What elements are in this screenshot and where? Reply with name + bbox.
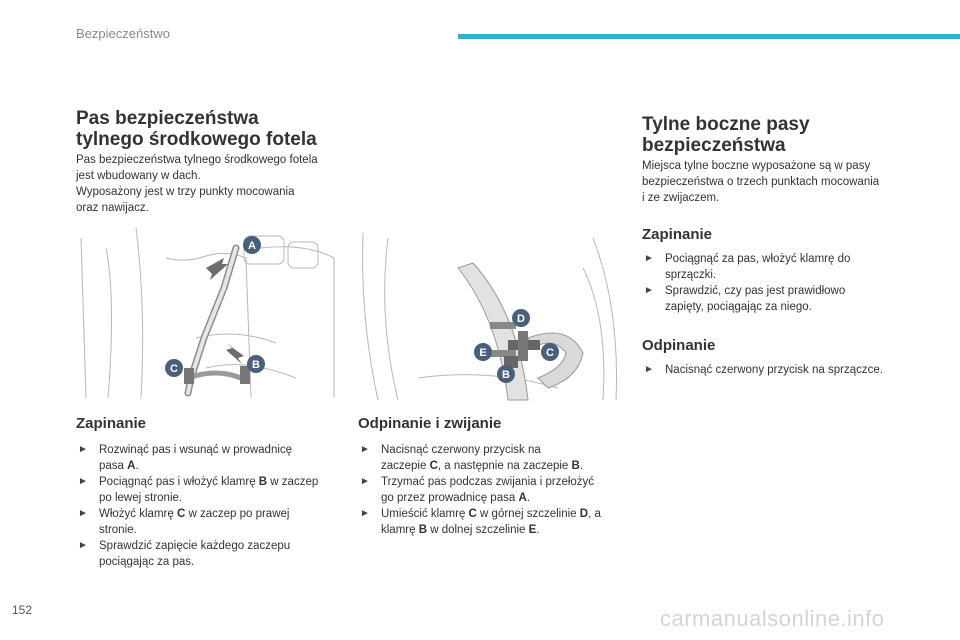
right-fasten-section — [642, 226, 917, 315]
left-title-line2: tylnego środkowego fotela — [76, 129, 317, 150]
list-item: ► Nacisnąć czerwony przycisk na sprzączce. — [644, 364, 883, 376]
arrow-bullet-icon: ► — [78, 540, 88, 551]
arrow-bullet-icon: ► — [78, 476, 88, 487]
list-item: ► Umieścić klamrę C w górnej szczelinie D, a klamrę B w dolnej szczelinie E. — [360, 508, 601, 536]
right-unfasten-section — [642, 337, 922, 378]
right-intro-line: Miejsca tylne boczne wyposażone są w pasy — [642, 160, 871, 172]
arrow-bullet-icon: ► — [78, 508, 88, 519]
list-item: ► Włożyć klamrę C w zaczep po prawej stronie. — [78, 508, 290, 536]
right-fasten-list — [642, 251, 917, 315]
figure-label-c: C — [170, 363, 178, 375]
arrow-bullet-icon: ► — [78, 444, 88, 455]
section-title: Bezpieczeństwo — [76, 26, 170, 41]
left-intro-line: oraz nawijacz. — [76, 202, 149, 214]
list-item: ► Trzymać pas podczas zwijania i przełożyć go przez prowadnicę pasa A. — [360, 476, 595, 504]
middle-unfasten-list — [358, 442, 628, 538]
left-title-line1: Pas bezpieczeństwa — [76, 108, 259, 129]
figure-label-e: E — [479, 347, 487, 359]
watermark: carmanualsonline.info — [660, 606, 885, 631]
middle-unfasten-section — [358, 415, 628, 538]
figure-label-b: B — [252, 359, 260, 371]
arrow-bullet-icon: ► — [360, 476, 370, 487]
list-item: ► Sprawdzić zapięcie każdego zaczepu pociągając za pas. — [78, 540, 291, 568]
right-intro-line: i ze zwijaczem. — [642, 192, 720, 204]
arrow-bullet-icon: ► — [644, 285, 654, 296]
right-title-line2: bezpieczeństwa — [642, 135, 786, 156]
right-fasten-heading: Zapinanie — [642, 226, 713, 243]
left-title-block — [76, 108, 346, 150]
figure-label-b: B — [502, 369, 510, 381]
figure-label-d: D — [517, 313, 525, 325]
left-fasten-section — [76, 415, 346, 570]
buckle-storage-illustration — [358, 228, 620, 402]
right-title-line1: Tylne boczne pasy — [642, 114, 810, 135]
arrow-bullet-icon: ► — [644, 364, 654, 375]
list-item: ► Pociągnąć pas i włożyć klamrę B w zaczep po lewej stronie. — [78, 476, 319, 504]
left-intro-line: Pas bezpieczeństwa tylnego środkowego fotela — [76, 154, 318, 166]
left-fasten-heading: Zapinanie — [76, 415, 147, 432]
list-item: ► Sprawdzić, czy pas jest prawidłowo zapięty, pociągając za niego. — [644, 285, 846, 313]
figure-label-c: C — [546, 347, 554, 359]
left-intro — [76, 152, 346, 216]
list-item: ► Nacisnąć czerwony przycisk na zaczepie C, a następnie na zaczepie B. — [360, 444, 584, 472]
middle-unfasten-heading: Odpinanie i zwijanie — [358, 415, 502, 432]
figure-label-a: A — [248, 240, 256, 252]
right-title-block — [642, 114, 912, 156]
page-number: 152 — [12, 603, 33, 617]
center-seat-belt-illustration — [76, 228, 338, 402]
left-intro-line: Wyposażony jest w trzy punkty mocowania — [76, 186, 295, 198]
list-item: ► Rozwinąć pas i wsunąć w prowadnicę pasa A. — [78, 444, 293, 472]
right-intro-line: bezpieczeństwa o trzech punktach mocowania — [642, 176, 880, 188]
arrow-bullet-icon: ► — [644, 253, 654, 264]
left-intro-line: jest wbudowany w dach. — [76, 170, 201, 182]
right-intro — [642, 158, 912, 206]
right-unfasten-list — [642, 362, 922, 378]
arrow-bullet-icon: ► — [360, 508, 370, 519]
arrow-bullet-icon: ► — [360, 444, 370, 455]
header-accent-bar — [458, 34, 960, 39]
left-fasten-list — [76, 442, 346, 570]
right-unfasten-heading: Odpinanie — [642, 337, 716, 354]
list-item: ► Pociągnąć za pas, włożyć klamrę do sprzączki. — [644, 253, 851, 281]
